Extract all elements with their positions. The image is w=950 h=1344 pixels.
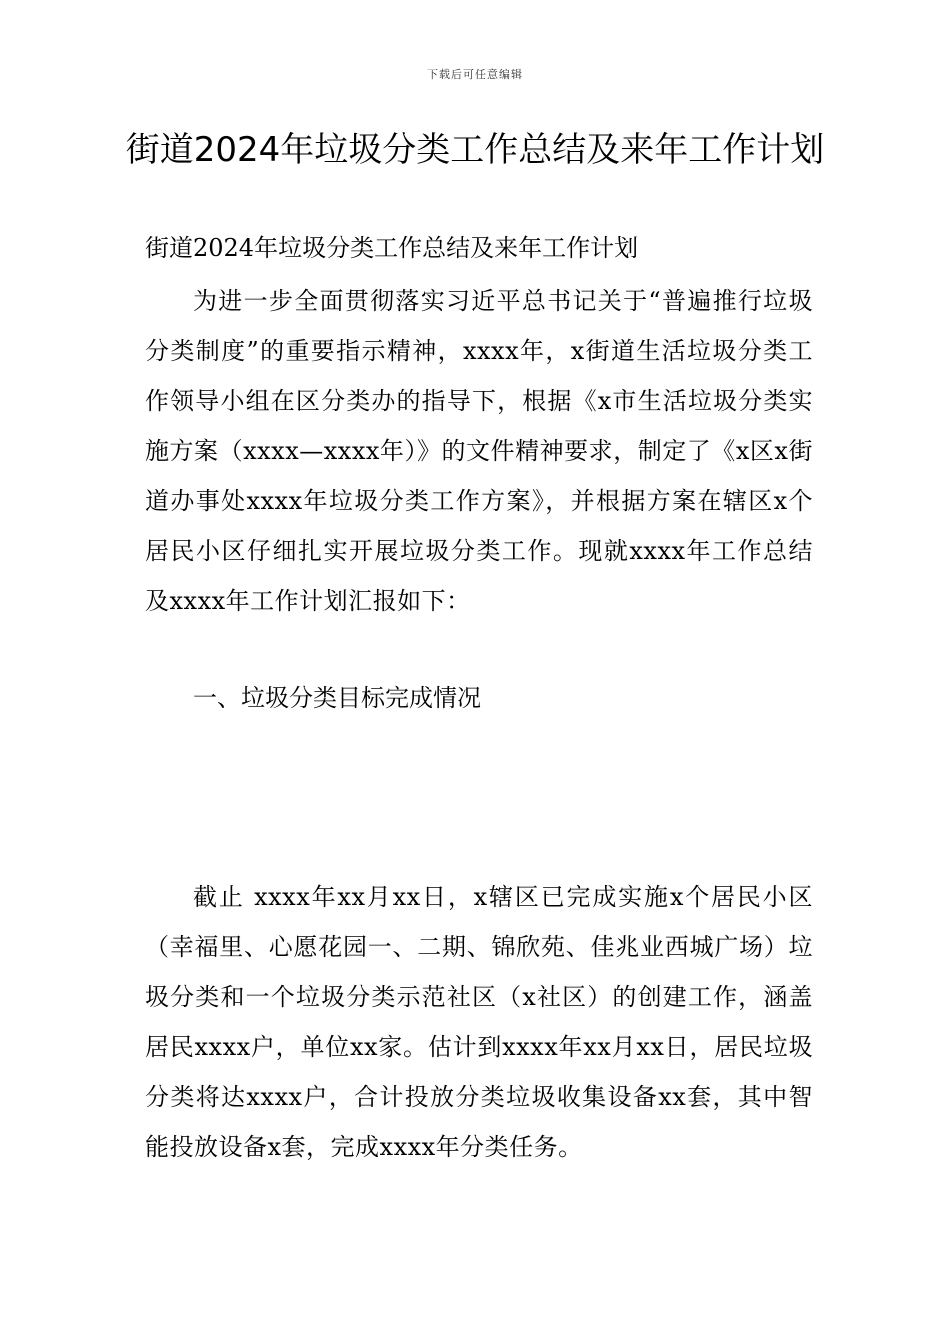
header-note: 下载后可任意编辑: [427, 68, 523, 81]
section-heading: 一、垃圾分类目标完成情况: [193, 684, 481, 712]
section-paragraph: 截止 xxxx年xx月xx日，x辖区已完成实施x个居民小区（幸福里、心愿花园一、二期、锦欣苑、佳兆业西城广场）垃圾分类和一个垃圾分类示范社区（x社区）的创建工作，涵盖居民xxxx户，单位xx家。估计到xxxx年xx月xx日，居民垃圾分类将达xxxx户，合计投放分类垃圾收集设备xx套，其中智能投放设备x套，完成xxxx年分类任务。: [145, 883, 813, 1161]
intro-paragraph: 为进一步全面贯彻落实习近平总书记关于“普遍推行垃圾分类制度”的重要指示精神，xxxx年，x街道生活垃圾分类工作领导小组在区分类办的指导下，根据《x市生活垃圾分类实施方案（xxxx—xxxx年）》的文件精神要求，制定了《x区x街道办事处xxxx年垃圾分类工作方案》，并根据方案在辖区x个居民小区仔细扎实开展垃圾分类工作。现就xxxx年工作总结及xxxx年工作计划汇报如下：: [145, 287, 813, 615]
document-title: 街道2024年垃圾分类工作总结及来年工作计划: [125, 130, 825, 170]
document-subtitle: 街道2024年垃圾分类工作总结及来年工作计划: [145, 234, 639, 262]
